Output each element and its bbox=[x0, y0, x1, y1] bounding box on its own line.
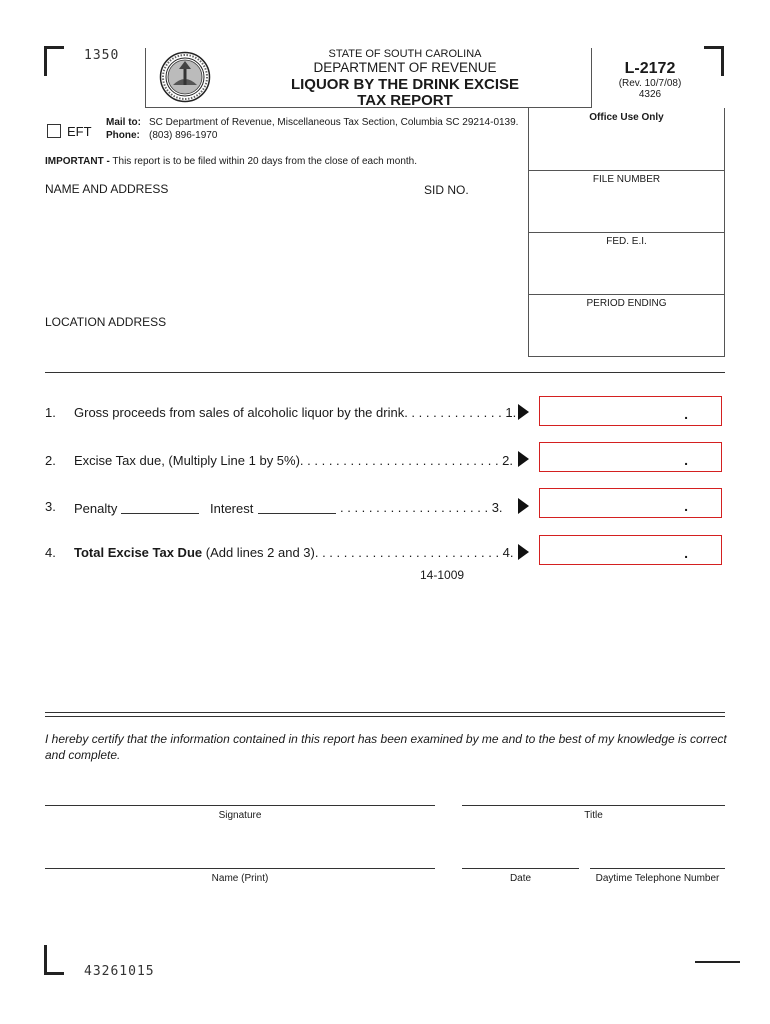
interest-label: Interest bbox=[210, 501, 254, 516]
name-address-label: NAME AND ADDRESS bbox=[45, 182, 169, 196]
line-2-amount-field[interactable] bbox=[539, 442, 722, 472]
line-4-amount-field[interactable] bbox=[539, 535, 722, 565]
office-rule-1 bbox=[528, 170, 725, 171]
penalty-input-line[interactable] bbox=[121, 513, 199, 514]
line-1-number: 1. bbox=[45, 405, 56, 420]
line-4-arrow-icon bbox=[518, 544, 529, 560]
title-line[interactable] bbox=[462, 805, 725, 806]
corner-mark-top-right bbox=[721, 46, 724, 76]
form-code-top: 1350 bbox=[84, 48, 120, 63]
header-divider-right bbox=[591, 48, 592, 108]
eft-label: EFT bbox=[67, 124, 92, 139]
location-address-label: LOCATION ADDRESS bbox=[45, 315, 167, 329]
department-name: DEPARTMENT OF REVENUE bbox=[313, 60, 497, 75]
fed-ei-label: FED. E.I. bbox=[606, 236, 647, 247]
important-label: IMPORTANT - bbox=[45, 156, 110, 167]
form-number: L-2172 bbox=[624, 60, 676, 77]
corner-mark-bottom-left bbox=[44, 945, 47, 975]
title-label: Title bbox=[584, 810, 603, 821]
office-use-label: Office Use Only bbox=[589, 112, 664, 123]
section-separator bbox=[45, 372, 725, 373]
mail-address: SC Department of Revenue, Miscellaneous Tax Section, Columbia SC 29214-0139. bbox=[149, 117, 519, 128]
mail-to-label: Mail to: bbox=[106, 117, 141, 128]
name-print-line[interactable] bbox=[45, 868, 435, 869]
line-4-decimal: . bbox=[684, 545, 688, 561]
line-4-number: 4. bbox=[45, 545, 56, 560]
form-title-line2: TAX REPORT bbox=[357, 92, 453, 109]
line-4-label bbox=[74, 545, 514, 560]
sid-number-label: SID NO. bbox=[424, 183, 469, 197]
date-label: Date bbox=[509, 873, 532, 884]
line-4-text: (Add lines 2 and 3). . . . . . . . . . . . . . . . . . . . . . . . . . 4. bbox=[202, 545, 514, 560]
office-rule-bottom bbox=[528, 356, 725, 357]
corner-mark-top-left bbox=[44, 46, 47, 76]
state-seal-icon bbox=[159, 51, 211, 103]
corner-mark-top-right-h bbox=[704, 46, 724, 49]
line-2-number: 2. bbox=[45, 453, 56, 468]
corner-mark-bottom-right bbox=[695, 961, 740, 963]
eft-checkbox[interactable] bbox=[47, 124, 61, 138]
daytime-phone-label: Daytime Telephone Number bbox=[595, 873, 720, 884]
line-2-decimal: . bbox=[684, 452, 688, 468]
header-divider-left bbox=[145, 48, 146, 108]
signature-label: Signature bbox=[218, 810, 262, 821]
form-code-bottom: 43261015 bbox=[84, 964, 155, 979]
penalty-label: Penalty bbox=[74, 501, 118, 516]
file-number-label: FILE NUMBER bbox=[592, 174, 661, 185]
certify-rule-2 bbox=[45, 716, 725, 717]
certify-rule-1 bbox=[45, 712, 725, 713]
phone-label: Phone: bbox=[106, 130, 140, 141]
line-3-arrow-icon bbox=[518, 498, 529, 514]
corner-mark-bottom-left-h bbox=[44, 972, 64, 975]
state-name: STATE OF SOUTH CAROLINA bbox=[328, 48, 482, 60]
line-1-label: Gross proceeds from sales of alcoholic liquor by the drink. . . . . . . . . . . . . . 1. bbox=[74, 405, 517, 420]
certification-text: I hereby certify that the information contained in this report has been examined by me and to the best of my knowledge is correct and complete. bbox=[45, 732, 727, 762]
line-2-arrow-icon bbox=[518, 451, 529, 467]
line-2-label: Excise Tax due, (Multiply Line 1 by 5%). . . . . . . . . . . . . . . . . . . . . . . . . . . . 2. bbox=[74, 453, 514, 468]
form-revision: (Rev. 10/7/08) bbox=[618, 78, 682, 89]
line-3-decimal: . bbox=[684, 498, 688, 514]
line-1-amount-field[interactable] bbox=[539, 396, 722, 426]
form-id: 4326 bbox=[638, 89, 662, 100]
phone-number: (803) 896-1970 bbox=[149, 130, 218, 141]
line-3-amount-field[interactable] bbox=[539, 488, 722, 518]
important-notice bbox=[45, 156, 417, 167]
line-1-arrow-icon bbox=[518, 404, 529, 420]
date-line[interactable] bbox=[462, 868, 579, 869]
interest-input-line[interactable] bbox=[258, 513, 336, 514]
office-rule-3 bbox=[528, 294, 725, 295]
office-rule-2 bbox=[528, 232, 725, 233]
line-3-leader: . . . . . . . . . . . . . . . . . . . . . 3. bbox=[340, 500, 503, 515]
signature-line[interactable] bbox=[45, 805, 435, 806]
form-title-line1: LIQUOR BY THE DRINK EXCISE bbox=[290, 76, 520, 93]
line-4-bold-label: Total Excise Tax Due bbox=[74, 545, 203, 560]
form-code-middle: 14-1009 bbox=[420, 568, 465, 582]
line-3-number: 3. bbox=[45, 499, 56, 514]
name-print-label: Name (Print) bbox=[211, 873, 269, 884]
corner-mark-top-left-h bbox=[44, 46, 64, 49]
line-1-decimal: . bbox=[684, 406, 688, 422]
period-ending-label: PERIOD ENDING bbox=[586, 298, 667, 309]
phone-line[interactable] bbox=[590, 868, 725, 869]
important-text: This report is to be filed within 20 days from the close of each month. bbox=[109, 156, 418, 167]
